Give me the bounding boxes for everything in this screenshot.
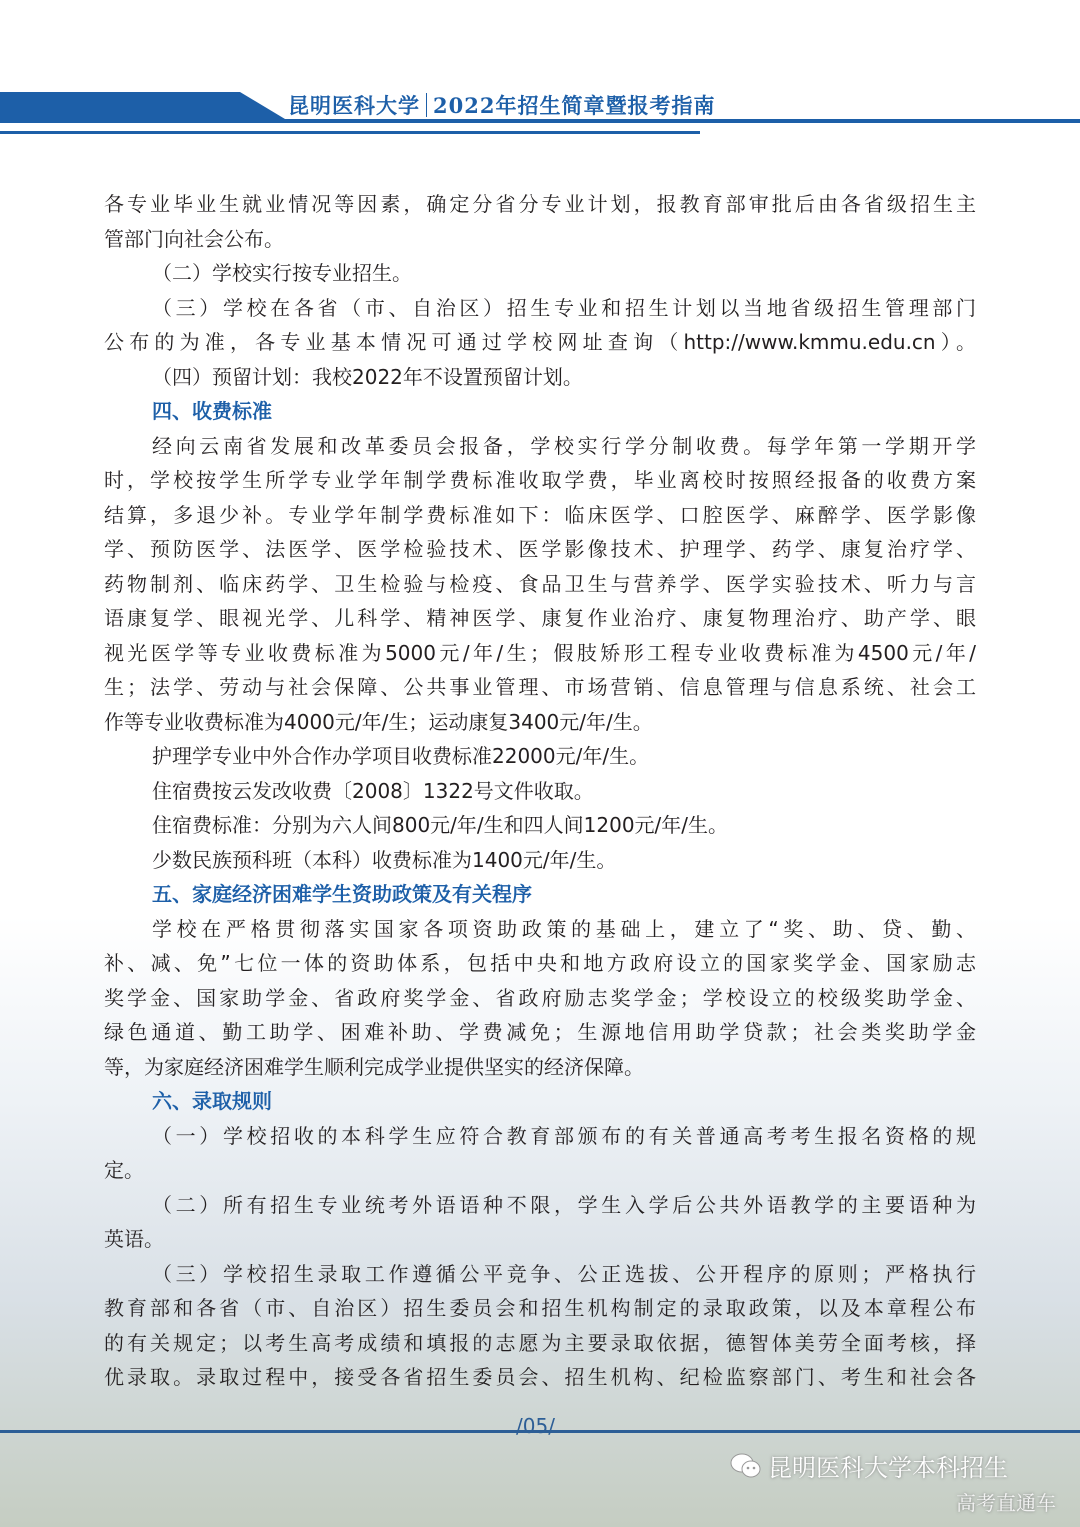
text-line: 视光医学等专业收费标准为5000元/年/生；假肢矫形工程专业收费标准为4500元/年/	[104, 640, 976, 665]
header-divider	[426, 93, 427, 117]
text-line: 等，为家庭经济困难学生顺利完成学业提供坚实的经济保障。	[104, 1054, 644, 1079]
text-line: 管部门向社会公布。	[104, 226, 284, 251]
text-line: 绿色通道、勤工助学、困难补助、学费减免；生源地信用助学贷款；社会类奖助学金	[104, 1020, 976, 1044]
text-line: （一）学校招收的本科学生应符合教育部颁布的有关普通高考考生报名资格的规	[152, 1123, 976, 1148]
text-line: 教育部和各省（市、自治区）招生委员会和招生机构制定的录取政策，以及本章程公布	[104, 1296, 976, 1320]
body-text	[104, 187, 976, 1395]
text-line: 护理学专业中外合作办学项目收费标准22000元/年/生。	[152, 744, 650, 768]
school-name: 昆明医科大学	[288, 93, 420, 118]
text-line: 补、减、免”七位一体的资助体系，包括中央和地方政府设立的国家奖学金、国家励志	[104, 951, 976, 975]
text-line: 少数民族预科班（本科）收费标准为1400元/年/生。	[152, 847, 617, 872]
header-rule-secondary	[0, 131, 700, 134]
watermark-text: 昆明医科大学本科招生	[768, 1454, 1008, 1482]
page-number-value: 05	[522, 1414, 549, 1438]
watermark	[730, 1452, 1008, 1483]
text-line: 结算，多退少补。专业学年制学费标准如下：临床医学、口腔医学、麻醉学、医学影像	[104, 502, 976, 527]
text-line: （二）学校实行按专业招生。	[152, 261, 412, 285]
text-line: 时，学校按学生所学专业学年制学费标准收取学费，毕业离校时按照经报备的收费方案	[104, 468, 976, 492]
text-line: （二）所有招生专业统考外语语种不限，学生入学后公共外语教学的主要语种为	[152, 1192, 976, 1217]
page-number: /05/	[516, 1414, 555, 1438]
text-line: 经向云南省发展和改革委员会报备，学校实行学分制收费。每学年第一学期开学	[152, 433, 976, 458]
section-heading: 五、家庭经济困难学生资助政策及有关程序	[152, 882, 532, 906]
text-line: 奖学金、国家助学金、省政府奖学金、省政府励志奖学金；学校设立的校级奖助学金、	[104, 985, 976, 1010]
text-line: 的有关规定；以考生高考成绩和填报的志愿为主要录取依据，德智体美劳全面考核，择	[104, 1330, 976, 1355]
text-line: （三）学校在各省（市、自治区）招生专业和招生计划以当地省级招生管理部门	[152, 295, 976, 320]
watermark-overlay: 高考直通车	[956, 1491, 1056, 1515]
text-line: 住宿费按云发改收费〔2008〕1322号文件收取。	[152, 778, 594, 803]
running-header	[288, 90, 715, 120]
text-line: 学校在严格贯彻落实国家各项资助政策的基础上，建立了“奖、助、贷、勤、	[152, 916, 976, 941]
guide-title: 2022年招生简章暨报考指南	[433, 93, 716, 118]
text-line: 各专业毕业生就业情况等因素，确定分省分专业计划，报教育部审批后由各省级招生主	[104, 192, 976, 216]
text-line: 英语。	[104, 1227, 164, 1251]
section-heading: 四、收费标准	[152, 399, 272, 423]
header-band	[0, 92, 290, 122]
section-heading: 六、录取规则	[152, 1089, 272, 1113]
text-line: 住宿费标准：分别为六人间800元/年/生和四人间1200元/年/生。	[152, 813, 729, 837]
text-line: （三）学校招生录取工作遵循公平竞争、公正选拔、公开程序的原则；严格执行	[152, 1261, 976, 1286]
text-line: 优录取。录取过程中，接受各省招生委员会、招生机构、纪检监察部门、考生和社会各	[104, 1365, 976, 1389]
text-line: 定。	[104, 1158, 144, 1182]
text-line: 生；法学、劳动与社会保障、公共事业管理、市场营销、信息管理与信息系统、社会工	[104, 675, 976, 699]
text-line: 作等专业收费标准为4000元/年/生；运动康复3400元/年/生。	[104, 709, 653, 734]
text-line: 公布的为准，各专业基本情况可通过学校网址查询（http://www.kmmu.edu.cn）。	[104, 330, 976, 354]
text-line: （四）预留计划：我校2022年不设置预留计划。	[152, 364, 583, 389]
text-line: 学、预防医学、法医学、医学检验技术、医学影像技术、护理学、药学、康复治疗学、	[104, 537, 976, 561]
text-line: 药物制剂、临床药学、卫生检验与检疫、食品卫生与营养学、医学实验技术、听力与言	[104, 571, 976, 596]
text-line: 语康复学、眼视光学、儿科学、精神医学、康复作业治疗、康复物理治疗、助产学、眼	[104, 606, 976, 630]
wechat-icon	[730, 1452, 762, 1480]
